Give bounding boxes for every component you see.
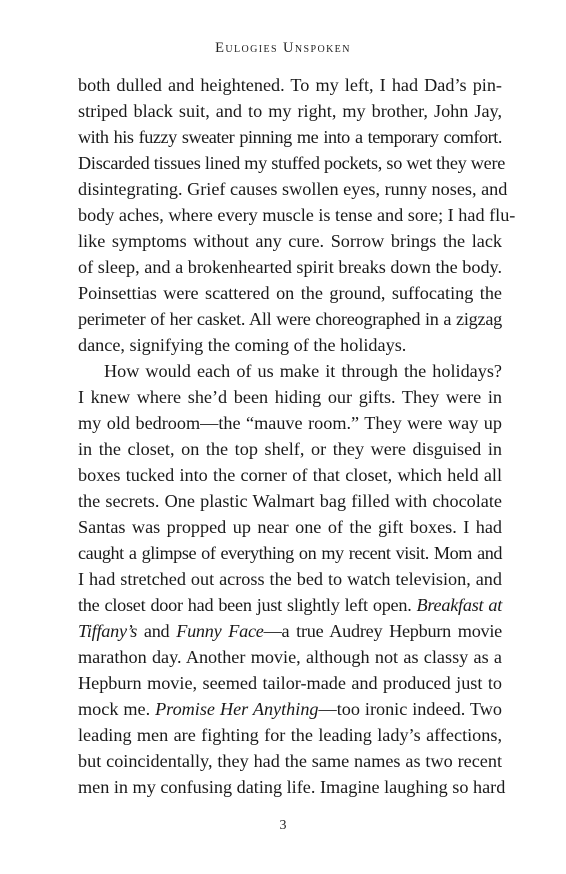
text-line [78, 332, 502, 358]
text-segment: striped black suit, and to my right, my brother, John Jay, [78, 101, 502, 121]
text-line [78, 488, 502, 514]
text-segment: Discarded tissues lined my stuffed pockets, so wet they were [78, 153, 506, 173]
italic-title-text: Breakfast at [416, 595, 502, 615]
text-line [78, 280, 502, 306]
text-line [78, 644, 502, 670]
text-line [78, 722, 502, 748]
text-segment: like symptoms without any cure. Sorrow brings the lack [78, 231, 502, 251]
running-head: Eulogies Unspoken [215, 40, 351, 56]
text-line [78, 124, 502, 150]
text-line [78, 410, 502, 436]
text-segment: but coincidentally, they had the same names as two recent [78, 751, 502, 771]
text-line [78, 436, 502, 462]
text-segment: both dulled and heightened. To my left, I had Dad’s pin- [78, 75, 502, 95]
text-segment: I knew where she’d been hiding our gifts. They were in [78, 387, 502, 407]
body-text [78, 72, 516, 800]
text-segment: Poinsettias were scattered on the ground, suffocating the [78, 283, 502, 303]
text-line [78, 358, 502, 384]
text-segment: the closet door had been just slightly left open. [78, 595, 417, 615]
text-line [78, 696, 502, 722]
text-segment: body aches, where every muscle is tense and sore; I had flu- [78, 205, 516, 225]
text-segment: boxes tucked into the corner of that closet, which held all [78, 465, 502, 485]
text-segment: perimeter of her casket. All were choreographed in a zigzag [78, 309, 502, 329]
text-segment: —a true Audrey Hepburn movie [263, 621, 503, 641]
text-segment: disintegrating. Grief causes swollen eyes, runny noses, and [78, 179, 508, 199]
text-segment: men in my confusing dating life. Imagine laughing so hard [78, 777, 506, 797]
text-line [78, 670, 502, 696]
text-line [78, 98, 502, 124]
text-line [78, 384, 502, 410]
text-segment: mock me. [78, 699, 156, 719]
italic-title-text: Promise Her Anything [155, 699, 319, 719]
text-line [78, 228, 502, 254]
text-line [78, 202, 516, 228]
text-segment: with his fuzzy sweater pinning me into a temporary comfort. [78, 127, 502, 147]
text-segment: in the closet, on the top shelf, or they were disguised in [78, 439, 502, 459]
text-line [78, 618, 502, 644]
text-segment: caught a glimpse of everything on my recent visit. Mom and [78, 543, 502, 563]
text-segment: Santas was propped up near one of the gift boxes. I had [78, 517, 502, 537]
text-line [78, 150, 506, 176]
text-line [78, 748, 502, 774]
text-line [78, 176, 508, 202]
text-segment: the secrets. One plastic Walmart bag filled with chocolate [78, 491, 502, 511]
text-segment: —too ironic indeed. Two [318, 699, 502, 719]
text-line [78, 72, 502, 98]
text-line [78, 306, 502, 332]
text-segment: my old bedroom—the “mauve room.” They were way up [78, 413, 502, 433]
page-number: 3 [279, 818, 287, 833]
italic-title-text: Tiffany’s [78, 621, 138, 641]
text-line [78, 514, 502, 540]
text-line [78, 774, 506, 800]
italic-title-text: Funny Face [176, 621, 264, 641]
text-segment: How would each of us make it through the holidays? [104, 361, 502, 381]
text-line [78, 566, 502, 592]
text-segment: Hepburn movie, seemed tailor-made and produced just to [78, 673, 502, 693]
text-line [78, 592, 502, 618]
text-segment: of sleep, and a brokenhearted spirit breaks down the body. [78, 257, 502, 277]
text-segment: leading men are fighting for the leading lady’s affections, [78, 725, 502, 745]
text-line [78, 254, 502, 280]
text-line [78, 462, 502, 488]
text-line [78, 540, 502, 566]
text-segment: marathon day. Another movie, although not as classy as a [78, 647, 502, 667]
text-segment: I had stretched out across the bed to watch television, and [78, 569, 502, 589]
text-segment: dance, signifying the coming of the holidays. [78, 335, 407, 355]
text-segment: and [137, 621, 177, 641]
